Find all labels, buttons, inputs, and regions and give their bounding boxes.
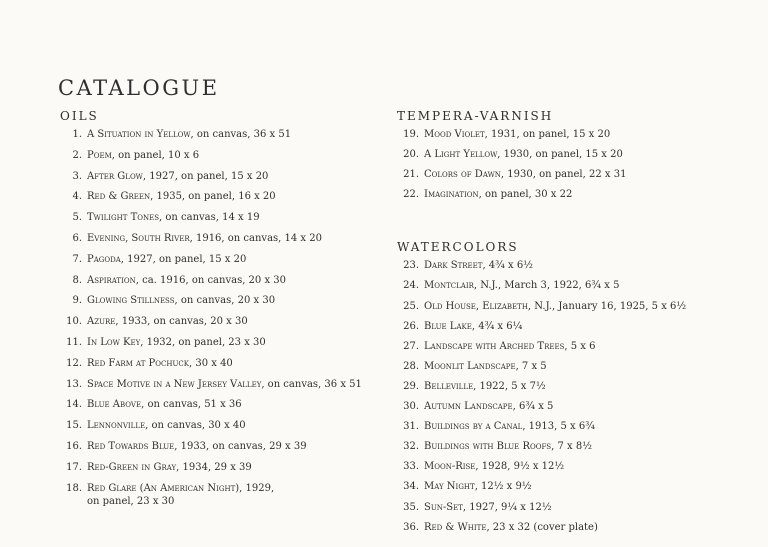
tempera-varnish-list — [397, 128, 737, 201]
entry-detail: , 1927, 9¼ x 12½ — [462, 501, 552, 513]
entry-number: 27. — [403, 340, 419, 352]
entry-detail: , 1927, on panel, 15 x 20 — [142, 170, 269, 182]
entry-number: 14. — [66, 399, 82, 411]
entry-number: 1. — [72, 129, 82, 140]
entry-detail: , ca. 1916, on canvas, 20 x 30 — [135, 274, 287, 286]
entry-title: Pagoda — [87, 253, 121, 265]
entry-title: In Low Key — [87, 336, 141, 348]
catalogue-entry — [397, 188, 737, 201]
entry-number: 9. — [72, 295, 82, 307]
catalogue-entry — [60, 232, 390, 245]
entry-number: 19. — [403, 129, 419, 140]
catalogue-entry — [397, 128, 737, 141]
catalogue-entry — [60, 128, 390, 141]
entry-text — [424, 188, 737, 201]
catalogue-entry — [60, 170, 390, 183]
entry-number: 31. — [403, 421, 419, 433]
entry-number: 23. — [403, 260, 419, 272]
entry-text — [87, 274, 390, 287]
entry-title: Mood Violet — [424, 129, 485, 140]
entry-text — [424, 279, 737, 292]
entry-text — [424, 420, 737, 433]
entry-text — [87, 253, 390, 266]
entry-detail: , on panel, 10 x 6 — [111, 149, 200, 161]
entry-detail: , on canvas, 51 x 36 — [141, 399, 242, 411]
entry-detail: , 1933, on canvas, 29 x 39 — [174, 440, 307, 452]
entry-text — [424, 259, 737, 272]
entry-text — [87, 440, 390, 453]
entry-title: A Light Yellow — [424, 149, 498, 161]
entry-detail: , 1935, on panel, 16 x 20 — [150, 191, 276, 203]
entry-number: 11. — [66, 336, 82, 348]
entry-detail: , on canvas, 20 x 30 — [174, 295, 276, 307]
entry-number: 17. — [66, 461, 82, 473]
entry-title: Autumn Landscape — [424, 401, 513, 413]
entry-text — [87, 419, 390, 432]
catalogue-entry — [60, 482, 390, 508]
entry-title: Glowing Stillness — [87, 295, 175, 307]
catalogue-entry — [60, 294, 390, 307]
section-heading-tempera-varnish: TEMPERA-VARNISH — [397, 109, 554, 123]
catalogue-entry — [397, 380, 737, 393]
entry-text — [424, 360, 737, 373]
catalogue-entry — [60, 315, 390, 328]
entry-number: 32. — [403, 441, 419, 453]
entry-detail: , 1932, on panel, 23 x 30 — [140, 336, 266, 348]
entry-number: 30. — [403, 401, 419, 413]
catalogue-entry — [397, 320, 737, 333]
entry-detail: , 1934, 29 x 39 — [176, 461, 252, 473]
entry-number: 5. — [72, 212, 82, 224]
entry-number: 36. — [403, 521, 419, 533]
entry-title: Buildings with Blue Roofs — [424, 441, 552, 453]
entry-number: 2. — [72, 149, 82, 161]
entry-text — [424, 400, 737, 413]
entry-number: 16. — [66, 440, 82, 452]
entry-detail: , 4¾ x 6¼ — [471, 320, 523, 332]
entry-text — [87, 149, 390, 162]
entry-detail: , 1929, — [239, 482, 275, 494]
catalogue-entry — [60, 357, 390, 370]
entry-number: 18. — [66, 482, 82, 494]
entry-title: Sun-Set — [424, 501, 463, 513]
section-spacer — [397, 208, 737, 239]
entry-title: Red Farm at Pochuck — [87, 357, 189, 369]
entry-number: 34. — [403, 481, 419, 493]
entry-text — [87, 211, 390, 224]
entry-detail: , 6¾ x 5 — [512, 401, 554, 413]
entry-title: Landscape with Arched Trees — [424, 340, 565, 352]
entry-number: 3. — [72, 170, 82, 182]
entry-detail: , 23 x 32 (cover plate) — [486, 521, 598, 533]
entry-title: Space Motive in a New Jersey Valley — [87, 378, 262, 390]
entry-title: Blue Above — [87, 399, 142, 411]
entry-title: Moonlit Landscape — [424, 360, 516, 372]
entry-detail: , on canvas, 36 x 51 — [261, 378, 362, 390]
entry-detail: , January 16, 1925, 5 x 6½ — [551, 300, 687, 312]
catalogue-entry — [60, 398, 390, 411]
entry-title: Red Towards Blue — [87, 440, 175, 452]
entry-title: Old House, Elizabeth, N.J. — [424, 300, 552, 312]
entry-number: 6. — [72, 232, 82, 244]
entry-text — [424, 340, 737, 353]
entry-text — [87, 336, 390, 349]
entry-text — [424, 501, 737, 514]
catalogue-entry — [397, 400, 737, 413]
entry-number: 8. — [72, 274, 82, 286]
entry-text — [424, 521, 737, 534]
entry-text — [87, 398, 390, 411]
entry-title: Moon-Rise — [424, 461, 476, 473]
entry-detail: , 1930, on panel, 22 x 31 — [500, 169, 627, 181]
entry-detail: , on canvas, 14 x 19 — [159, 212, 260, 224]
entry-text — [424, 480, 737, 493]
entry-text — [87, 378, 390, 391]
entry-detail: , on panel, 30 x 22 — [478, 189, 573, 201]
entry-detail: , 1927, on panel, 15 x 20 — [120, 253, 247, 265]
oils-list — [60, 128, 390, 508]
entry-number: 12. — [66, 357, 82, 369]
entry-text — [424, 300, 737, 313]
catalogue-entry — [397, 440, 737, 453]
catalogue-entry — [60, 190, 390, 203]
entry-detail: , 30 x 40 — [188, 357, 233, 369]
entry-number: 35. — [403, 501, 419, 513]
entry-title: Lennonville — [87, 420, 146, 432]
catalogue-entry — [397, 521, 737, 534]
entry-detail: , 7 x 8½ — [551, 441, 592, 453]
catalogue-entry — [60, 149, 390, 162]
entry-text — [424, 128, 737, 141]
entry-detail: , 1922, 5 x 7½ — [473, 380, 546, 392]
entry-detail: , 7 x 5 — [515, 360, 547, 372]
catalogue-entry — [60, 419, 390, 432]
entry-detail: , 1933, on canvas, 20 x 30 — [115, 316, 248, 328]
catalogue-entry — [397, 168, 737, 181]
entry-title: Evening, South River — [87, 232, 190, 244]
entry-title: Aspiration — [87, 274, 136, 286]
entry-number: 15. — [66, 420, 82, 432]
entry-text — [424, 460, 737, 473]
entry-title: Red & Green — [87, 191, 151, 203]
entry-title: Poem — [87, 149, 112, 161]
entry-title: Red & White — [424, 521, 487, 533]
entry-detail: , 1916, on canvas, 14 x 20 — [189, 232, 322, 244]
entry-title: Belleville — [424, 380, 474, 392]
entry-title: After Glow — [87, 170, 143, 182]
entry-title: Montclair, N.J. — [424, 280, 498, 292]
page-title: CATALOGUE — [58, 76, 220, 100]
entry-number: 4. — [72, 191, 82, 203]
entry-detail: , 1928, 9½ x 12½ — [475, 461, 565, 473]
entry-text — [424, 148, 737, 161]
entry-number: 28. — [403, 360, 419, 372]
entry-text — [87, 482, 390, 508]
catalogue-entry — [397, 340, 737, 353]
entry-number: 26. — [403, 320, 419, 332]
catalogue-entry — [397, 460, 737, 473]
entry-number: 24. — [403, 280, 419, 292]
entry-text — [87, 170, 390, 183]
entry-number: 20. — [403, 149, 419, 161]
entry-detail: , 12½ x 9½ — [474, 481, 532, 493]
entry-text — [87, 232, 390, 245]
entry-number: 29. — [403, 380, 419, 392]
catalogue-entry — [397, 148, 737, 161]
catalogue-entry — [397, 480, 737, 493]
entry-detail: , on canvas, 30 x 40 — [145, 420, 246, 432]
entry-detail: , March 3, 1922, 6¾ x 5 — [497, 280, 620, 292]
entry-title: Red Glare (An American Night) — [87, 482, 240, 494]
entry-detail: , 1913, 5 x 6¾ — [522, 421, 595, 433]
entry-number: 10. — [66, 316, 82, 328]
entry-detail: , on canvas, 36 x 51 — [190, 129, 292, 140]
entry-number: 7. — [72, 253, 82, 265]
entry-text — [87, 461, 390, 474]
entry-text — [87, 315, 390, 328]
catalogue-entry — [60, 378, 390, 391]
entry-title: Twilight Tones — [87, 212, 160, 224]
entry-title: A Situation in Yellow — [87, 129, 191, 140]
entry-number: 13. — [66, 378, 82, 390]
entry-title: Blue Lake — [424, 320, 472, 332]
entry-text — [424, 380, 737, 393]
entry-title: Red-Green in Gray — [87, 461, 177, 473]
entry-detail: , 5 x 6 — [564, 340, 596, 352]
catalogue-entry — [60, 274, 390, 287]
entry-title: Colors of Dawn — [424, 169, 501, 181]
section-heading-oils: OILS — [60, 109, 99, 123]
entry-title: Azure — [87, 316, 116, 328]
catalogue-entry — [60, 461, 390, 474]
entry-number: 21. — [403, 169, 419, 181]
catalogue-entry — [397, 300, 737, 313]
watercolors-list — [397, 259, 737, 533]
entry-text — [87, 357, 390, 370]
entry-number: 25. — [403, 300, 419, 312]
catalogue-entry — [60, 336, 390, 349]
left-column — [60, 108, 390, 515]
entry-detail: , 4¾ x 6½ — [482, 260, 533, 272]
catalogue-entry — [397, 279, 737, 292]
entry-text — [87, 190, 390, 203]
entry-text — [87, 128, 390, 141]
entry-text — [424, 168, 737, 181]
catalogue-entry — [397, 501, 737, 514]
catalogue-entry — [397, 259, 737, 272]
right-column — [397, 108, 737, 541]
entry-text — [87, 294, 390, 307]
entry-text — [424, 440, 737, 453]
entry-number: 22. — [403, 189, 419, 201]
entry-title: May Night — [424, 481, 475, 493]
entry-title: Buildings by a Canal — [424, 421, 523, 433]
entry-title: Imagination — [424, 189, 479, 201]
section-heading-watercolors: WATERCOLORS — [397, 240, 519, 255]
catalogue-entry — [60, 211, 390, 224]
entry-detail: , 1930, on panel, 15 x 20 — [497, 149, 623, 161]
entry-detail-continued: on panel, 23 x 30 — [87, 495, 175, 507]
entry-text — [424, 320, 737, 333]
entry-detail: , 1931, on panel, 15 x 20 — [484, 129, 611, 140]
catalogue-entry — [397, 420, 737, 433]
catalogue-entry — [60, 440, 390, 453]
entry-number: 33. — [403, 461, 419, 473]
catalogue-entry — [60, 253, 390, 266]
entry-title: Dark Street — [424, 260, 483, 272]
catalogue-entry — [397, 360, 737, 373]
